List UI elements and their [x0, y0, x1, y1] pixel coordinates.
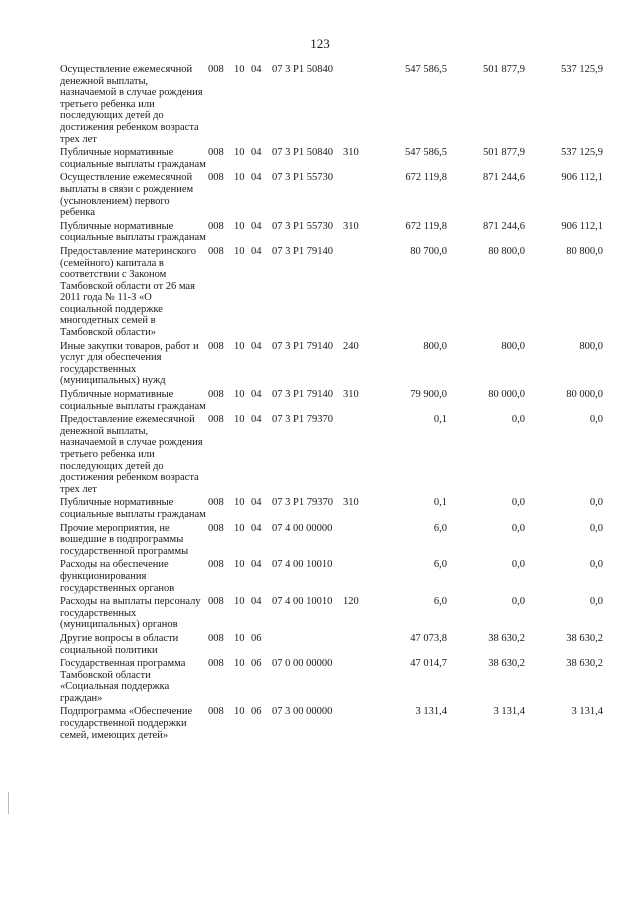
row-amount-1: 547 586,5 — [405, 147, 447, 159]
row-amount-1: 6,0 — [433, 559, 447, 571]
row-subsection-code: 04 — [251, 389, 262, 401]
row-ministry-code: 008 — [208, 172, 224, 184]
row-amount-2: 0,0 — [511, 414, 525, 426]
row-section-code: 10 — [234, 389, 245, 401]
row-subsection-code: 04 — [251, 220, 262, 232]
row-amount-3: 3 131,4 — [571, 706, 603, 718]
row-target-article: 07 4 00 10010 — [272, 559, 333, 571]
row-name: Расходы на выплаты персоналу государственных (муниципальных) органов — [60, 596, 201, 631]
row-subsection-code: 06 — [251, 632, 262, 644]
row-ministry-code: 008 — [208, 706, 224, 718]
row-expense-type: 240 — [343, 340, 359, 352]
table-row — [60, 147, 605, 170]
row-amount-2: 80 800,0 — [488, 245, 525, 257]
row-amount-2: 871 244,6 — [483, 220, 525, 232]
row-name: Публичные нормативные социальные выплаты гражданам — [60, 497, 206, 520]
row-subsection-code: 04 — [251, 414, 262, 426]
row-name: Предоставление материнского (семейного) капитала в соответствии с Законом Тамбовской области от 26 мая 2011 года № 11-З «О социальной поддержке многодетных семей в Тамбовской области» — [60, 245, 196, 339]
row-ministry-code: 008 — [208, 414, 224, 426]
row-subsection-code: 04 — [251, 497, 262, 509]
row-target-article: 07 3 P1 55730 — [272, 220, 333, 232]
row-amount-1: 3 131,4 — [415, 706, 447, 718]
row-amount-3: 0,0 — [589, 522, 603, 534]
row-amount-3: 800,0 — [579, 340, 603, 352]
row-target-article: 07 3 P1 50840 — [272, 147, 333, 159]
row-subsection-code: 04 — [251, 147, 262, 159]
table-row — [60, 706, 605, 741]
row-target-article: 07 4 00 00000 — [272, 522, 333, 534]
row-ministry-code: 008 — [208, 658, 224, 670]
row-target-article: 07 3 P1 79370 — [272, 497, 333, 509]
row-amount-2: 0,0 — [511, 497, 525, 509]
row-subsection-code: 04 — [251, 172, 262, 184]
row-amount-1: 47 073,8 — [410, 632, 447, 644]
row-name: Государственная программа Тамбовской области «Социальная поддержка граждан» — [60, 658, 186, 704]
row-amount-2: 871 244,6 — [483, 172, 525, 184]
row-section-code: 10 — [234, 414, 245, 426]
row-section-code: 10 — [234, 658, 245, 670]
row-section-code: 10 — [234, 596, 245, 608]
row-amount-1: 0,1 — [433, 497, 447, 509]
row-target-article: 07 3 P1 79140 — [272, 245, 333, 257]
row-amount-2: 0,0 — [511, 596, 525, 608]
row-amount-2: 80 000,0 — [488, 389, 525, 401]
row-subsection-code: 04 — [251, 522, 262, 534]
row-amount-2: 501 877,9 — [483, 64, 525, 75]
row-section-code: 10 — [234, 497, 245, 509]
row-amount-1: 6,0 — [433, 522, 447, 534]
row-amount-1: 79 900,0 — [410, 389, 447, 401]
row-subsection-code: 04 — [251, 64, 262, 75]
row-section-code: 10 — [234, 559, 245, 571]
row-amount-3: 38 630,2 — [566, 658, 603, 670]
row-target-article: 07 4 00 10010 — [272, 596, 333, 608]
row-name: Иные закупки товаров, работ и услуг для обеспечения государственных (муниципальных) нужд — [60, 340, 199, 387]
row-expense-type: 310 — [343, 147, 359, 159]
page-number: 123 — [310, 36, 330, 51]
row-amount-2: 38 630,2 — [488, 632, 525, 644]
row-name: Публичные нормативные социальные выплаты гражданам — [60, 220, 206, 244]
table-row — [60, 523, 605, 558]
row-amount-3: 80 000,0 — [566, 389, 603, 401]
row-subsection-code: 04 — [251, 340, 262, 352]
row-target-article: 07 3 P1 79140 — [272, 389, 333, 401]
margin-mark — [8, 792, 9, 814]
row-amount-3: 0,0 — [589, 497, 603, 509]
row-target-article: 07 3 P1 55730 — [272, 172, 333, 184]
table-row — [60, 596, 605, 631]
row-ministry-code: 008 — [208, 389, 224, 401]
row-ministry-code: 008 — [208, 245, 224, 257]
row-amount-2: 3 131,4 — [493, 706, 525, 718]
row-name: Публичные нормативные социальные выплаты гражданам — [60, 147, 206, 170]
row-expense-type: 120 — [343, 596, 359, 608]
row-amount-3: 38 630,2 — [566, 632, 603, 644]
row-amount-3: 537 125,9 — [561, 147, 603, 159]
table-row — [60, 414, 605, 495]
row-subsection-code: 04 — [251, 596, 262, 608]
table-row — [60, 172, 605, 218]
row-subsection-code: 04 — [251, 245, 262, 257]
row-amount-2: 0,0 — [511, 522, 525, 534]
row-section-code: 10 — [234, 147, 245, 159]
row-amount-1: 80 700,0 — [410, 245, 447, 257]
row-amount-3: 906 112,1 — [561, 172, 603, 184]
row-amount-3: 0,0 — [589, 414, 603, 426]
row-amount-1: 47 014,7 — [410, 658, 447, 670]
table-row — [60, 64, 605, 145]
table-body — [60, 64, 605, 741]
row-amount-2: 501 877,9 — [483, 147, 525, 159]
row-name: Предоставление ежемесячной денежной выплаты, назначаемой в случае рождения третьего ребенка или последующих детей до достижения ребенком возраста трех лет — [60, 414, 203, 495]
row-subsection-code: 06 — [251, 658, 262, 670]
row-amount-3: 0,0 — [589, 596, 603, 608]
row-amount-1: 800,0 — [423, 340, 447, 352]
row-ministry-code: 008 — [208, 497, 224, 509]
row-amount-3: 537 125,9 — [561, 64, 603, 75]
table-row — [60, 497, 605, 520]
row-ministry-code: 008 — [208, 559, 224, 571]
row-name: Осуществление ежемесячной денежной выплаты, назначаемой в случае рождения третьего ребенка или последующих детей до достижения ребенком возраста трех лет — [60, 64, 203, 145]
row-section-code: 10 — [234, 64, 245, 75]
row-amount-3: 906 112,1 — [561, 220, 603, 232]
row-ministry-code: 008 — [208, 64, 224, 75]
row-subsection-code: 04 — [251, 559, 262, 571]
row-section-code: 10 — [234, 706, 245, 718]
row-ministry-code: 008 — [208, 147, 224, 159]
row-target-article: 07 0 00 00000 — [272, 658, 333, 670]
row-amount-3: 0,0 — [589, 559, 603, 571]
row-amount-2: 0,0 — [511, 559, 525, 571]
row-name: Другие вопросы в области социальной политики — [60, 632, 179, 656]
row-amount-1: 6,0 — [433, 596, 447, 608]
row-amount-1: 672 119,8 — [405, 220, 447, 232]
row-ministry-code: 008 — [208, 596, 224, 608]
row-target-article: 07 3 00 00000 — [272, 706, 333, 718]
row-expense-type: 310 — [343, 389, 359, 401]
row-section-code: 10 — [234, 632, 245, 644]
row-section-code: 10 — [234, 172, 245, 184]
row-amount-1: 672 119,8 — [405, 172, 447, 184]
table-row — [60, 246, 605, 339]
row-subsection-code: 06 — [251, 706, 262, 718]
table-row — [60, 221, 605, 244]
row-section-code: 10 — [234, 340, 245, 352]
row-amount-2: 38 630,2 — [488, 658, 525, 670]
row-section-code: 10 — [234, 245, 245, 257]
row-target-article: 07 3 P1 79140 — [272, 340, 333, 352]
table-row — [60, 633, 605, 656]
row-section-code: 10 — [234, 220, 245, 232]
table-row — [60, 658, 605, 704]
row-name: Прочие мероприятия, не вошедшие в подпрограммы государственной программы — [60, 522, 189, 557]
row-ministry-code: 008 — [208, 632, 224, 644]
row-amount-3: 80 800,0 — [566, 245, 603, 257]
row-expense-type: 310 — [343, 220, 359, 232]
budget-table — [60, 64, 605, 743]
row-target-article: 07 3 P1 79370 — [272, 414, 333, 426]
table-row — [60, 559, 605, 594]
row-name: Подпрограмма «Обеспечение государственной поддержки семей, имеющих детей» — [60, 706, 193, 741]
table-row — [60, 389, 605, 412]
row-name: Расходы на обеспечение функционирования государственных органов — [60, 559, 175, 594]
row-name: Осуществление ежемесячной выплаты в связи с рождением (усыновлением) первого ребенка — [60, 172, 194, 219]
row-amount-1: 547 586,5 — [405, 64, 447, 75]
row-name: Публичные нормативные социальные выплаты гражданам — [60, 389, 206, 412]
row-target-article: 07 3 P1 50840 — [272, 64, 333, 75]
row-amount-2: 800,0 — [501, 340, 525, 352]
row-expense-type: 310 — [343, 497, 359, 509]
row-ministry-code: 008 — [208, 220, 224, 232]
row-ministry-code: 008 — [208, 340, 224, 352]
row-ministry-code: 008 — [208, 522, 224, 534]
table-row — [60, 341, 605, 387]
row-section-code: 10 — [234, 522, 245, 534]
row-amount-1: 0,1 — [433, 414, 447, 426]
